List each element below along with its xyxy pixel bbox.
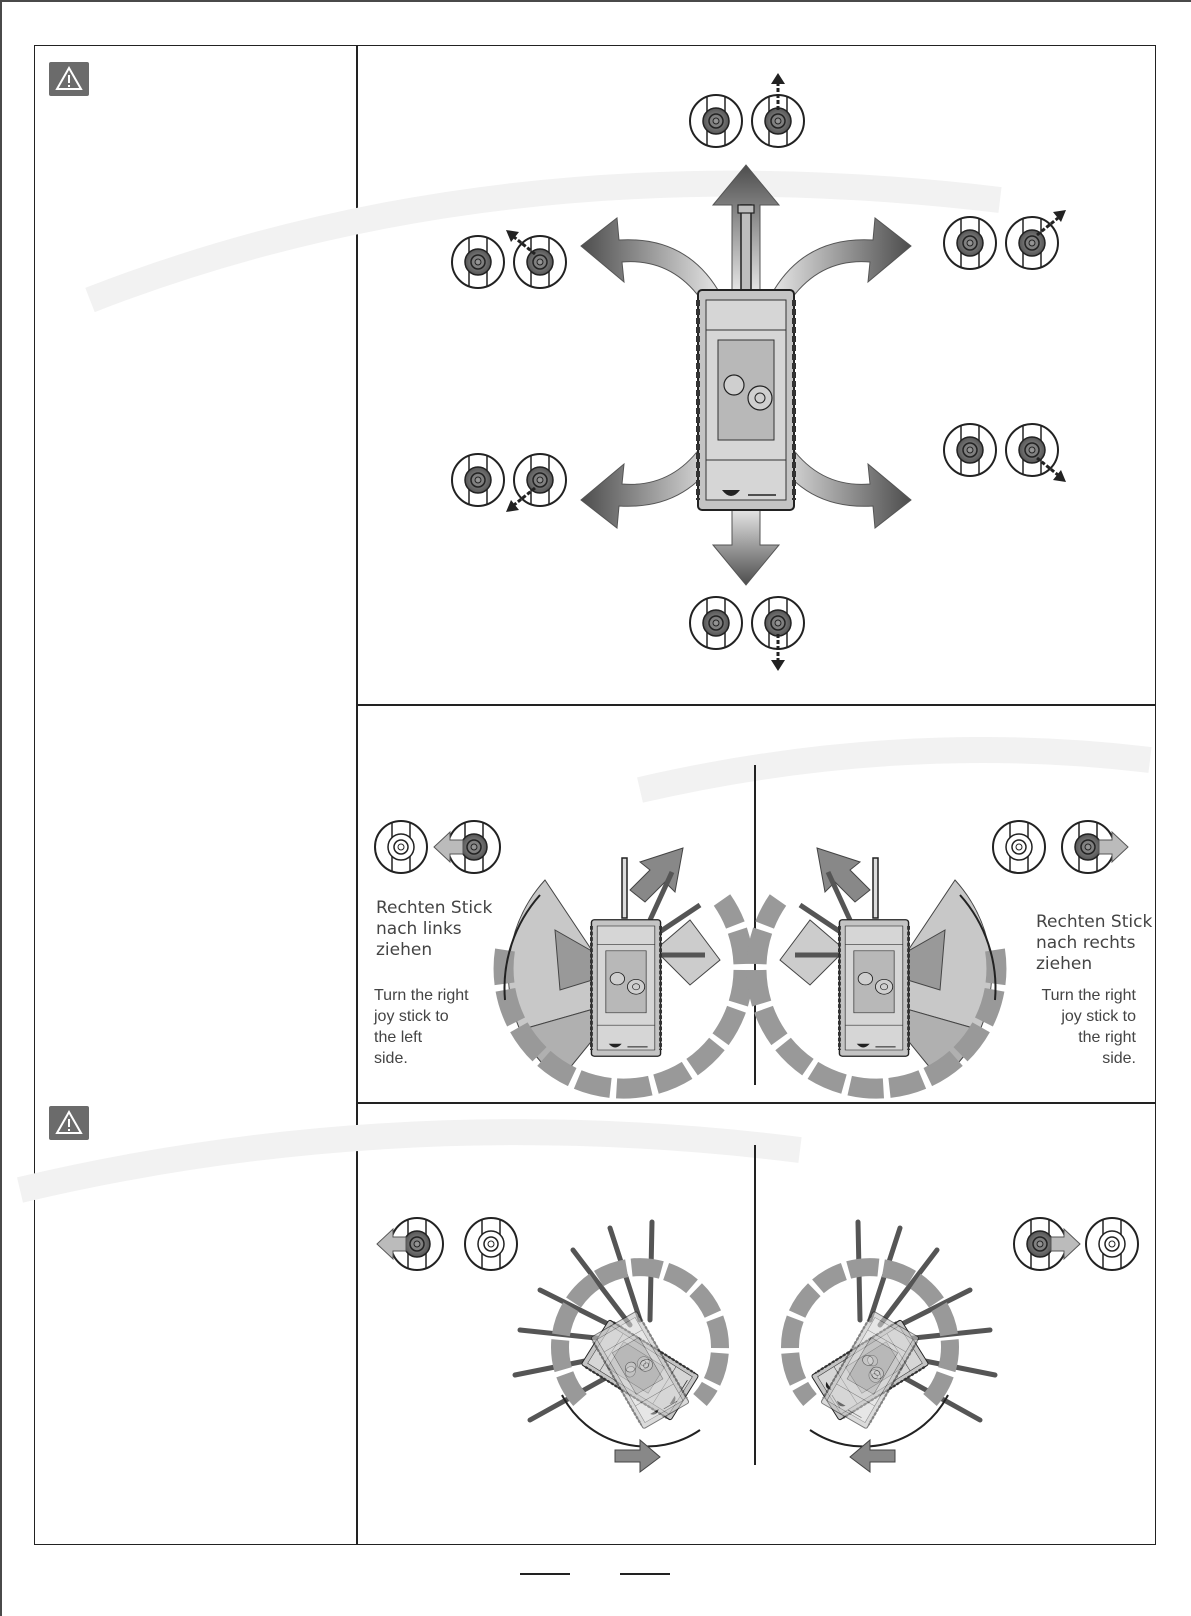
joystick-icon	[465, 1218, 517, 1270]
joystick-icon	[944, 424, 996, 476]
arrow-backward	[713, 510, 779, 585]
footer-rule	[520, 1573, 570, 1575]
joystick-icon	[1006, 217, 1058, 269]
drive-directions-diagram	[452, 73, 1066, 671]
footer-rule	[620, 1573, 670, 1575]
turret-right-text: Turn the right joy stick to the right side.	[1041, 987, 1136, 1067]
spin-right-diagram	[790, 1218, 1138, 1472]
turret-right-heading: Rechten Stick nach rechts ziehen	[1036, 912, 1153, 974]
turret-left-heading: Rechten Stick nach links ziehen	[376, 898, 493, 960]
turret-left-text: Turn the right joy stick to the left side.	[374, 987, 469, 1067]
tank-icon	[698, 290, 794, 510]
joystick-icon	[452, 454, 504, 506]
joystick-icon	[514, 236, 566, 288]
joystick-icon	[690, 597, 742, 649]
joystick-icon	[944, 217, 996, 269]
joystick-icon	[452, 236, 504, 288]
tank-icon	[839, 920, 908, 1056]
joystick-icon	[375, 821, 427, 873]
joystick-icon	[1086, 1218, 1138, 1270]
joystick-icon	[1006, 424, 1058, 476]
joystick-icon	[514, 454, 566, 506]
joystick-icon	[993, 821, 1045, 873]
arrow-forward-left	[581, 218, 718, 298]
joystick-icon	[690, 95, 742, 147]
tank-icon	[591, 920, 660, 1056]
spin-left-diagram	[377, 1218, 720, 1472]
arrow-forward-right	[774, 218, 911, 298]
